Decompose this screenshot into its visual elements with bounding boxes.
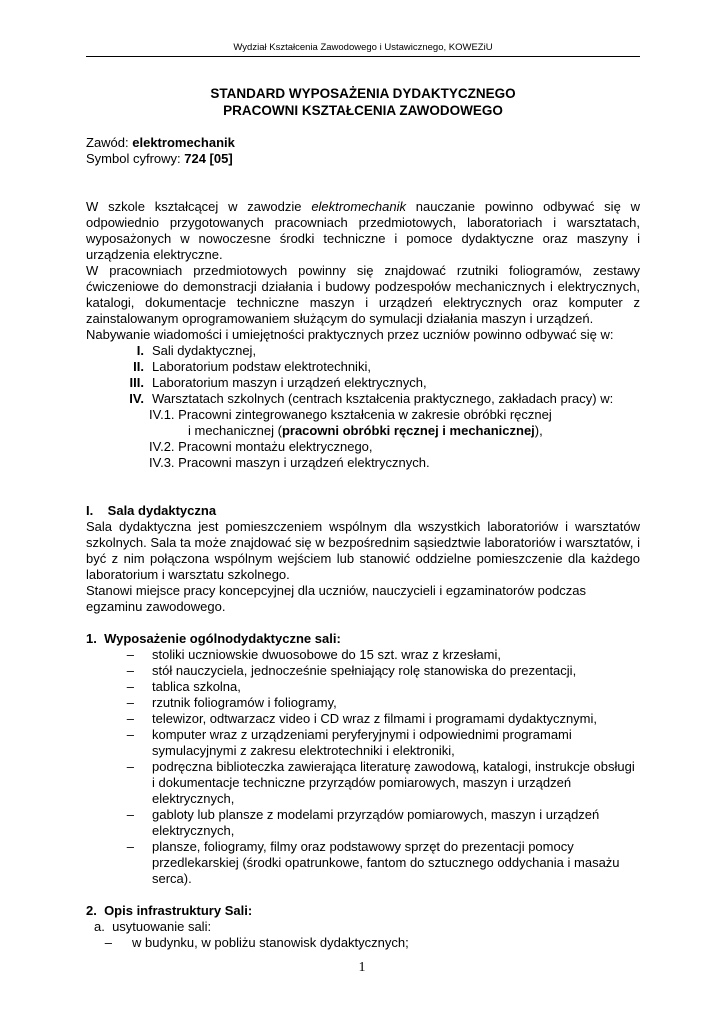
list-item: – w budynku, w pobliżu stanowisk dydaktycznych; — [104, 935, 409, 950]
list-item: – tablica szkolna, — [126, 679, 241, 694]
list-item: – stół nauczyciela, jednocześnie spełniający rolę stanowiska do prezentacji, — [126, 663, 577, 678]
symbol-line: Symbol cyfrowy: 724 [05] — [86, 151, 233, 166]
infrastructure-heading: 2. Opis infrastruktury Sali: — [86, 903, 253, 918]
infrastructure-sub-a: a. usytuowanie sali: — [94, 919, 212, 934]
list-item: – telewizor, odtwarzacz video i CD wraz z filmami i programami dydaktycznymi, — [126, 711, 598, 726]
list-item: – stoliki uczniowskie dwuosobowe do 15 szt. wraz z krzesłami, — [126, 647, 501, 662]
workshops-list — [86, 407, 640, 471]
list-item: – rzutnik foliogramów i foliogramy, — [126, 695, 337, 710]
workshop-item-3: IV.3. Pracowni maszyn i urządzeń elektrycznych. — [149, 455, 430, 470]
list-item: – gabloty lub plansze z modelami przyrządów pomiarowych, maszyn i urządzeń elektrycznych, — [126, 807, 600, 838]
intro-paragraph-1: W szkole kształcącej w zawodzie elektromechanik nauczanie powinno odbywać się w odpowiednio przygotowanych pracowniach przedmiotowych, laboratoriach i warsztatach, wyposażonych w nowoczesne środki techniczne i pomoce dydaktyczne oraz maszyny i urządzenia elektryczne. — [86, 199, 640, 262]
workshop-item-1: IV.1. Pracowni zintegrowanego kształcenia w zakresie obróbki ręcznej — [149, 407, 552, 422]
page-number: 1 — [358, 960, 366, 975]
list-item: I. Sali dydaktycznej, — [136, 343, 257, 358]
document-title — [86, 85, 640, 119]
places-list — [86, 343, 640, 407]
list-item: III. Laboratorium maszyn i urządzeń elektrycznych, — [129, 375, 427, 390]
profession-value: elektromechanik — [132, 135, 235, 150]
list-item: – komputer wraz z urządzeniami peryferyjnymi i odpowiednimi programami symulacyjnymi z zakresu elektrotechniki i elektroniki, — [126, 727, 572, 758]
running-header: Wydział Kształcenia Zawodowego i Ustawicznego, KOWEZiU — [233, 42, 493, 53]
workshop-item-2: IV.2. Pracowni montażu elektrycznego, — [149, 439, 373, 454]
list-item: – podręczna biblioteczka zawierająca literaturę zawodową, katalogi, instrukcje obsługi i dokumentacje techniczne przyrządów pomiarowych, maszyn i urządzeń elektrycznych, — [126, 759, 635, 806]
document-body — [86, 135, 640, 951]
header-rule — [86, 56, 640, 57]
title-line-2: PRACOWNI KSZTAŁCENIA ZAWODOWEGO — [223, 103, 503, 118]
list-item: IV. Warsztatach szkolnych (centrach kształcenia praktycznego, zakładach pracy) w: — [129, 391, 614, 406]
profession-line: Zawód: elektromechanik — [86, 135, 235, 150]
title-line-1: STANDARD WYPOSAŻENIA DYDAKTYCZNEGO — [210, 86, 516, 101]
section-1-paragraph-2: Stanowi miejsce pracy koncepcyjnej dla uczniów, nauczycieli i egzaminatorów podczas egzaminu zawodowego. — [86, 583, 587, 614]
list-item: – plansze, foliogramy, filmy oraz podstawowy sprzęt do prezentacji pomocy przedlekarskiej (środki opatrunkowe, fantom do sztucznego oddychania i masażu serca). — [126, 839, 620, 886]
intro-paragraph-3: Nabywanie wiadomości i umiejętności praktycznych przez uczniów powinno odbywać się w: — [86, 327, 614, 342]
symbol-value: 724 [05] — [184, 151, 233, 166]
list-item: II. Laboratorium podstaw elektrotechniki, — [133, 359, 371, 374]
section-1-heading: I. Sala dydaktyczna — [86, 503, 217, 518]
section-1-paragraph-1: Sala dydaktyczna jest pomieszczeniem wspólnym dla wszystkich laboratoriów i warsztatów szkolnych. Sala ta może znajdować się w bezpośrednim sąsiedztwie laboratoriów i warsztatów, i być z nim połączona wspólnym wejściem lub stanowić oddzielne pomieszczenie dla każdego laboratorium i warsztatu szkolnego. — [86, 519, 640, 582]
workshop-item-1-cont: i mechanicznej (pracowni obróbki ręcznej i mechanicznej), — [188, 423, 543, 438]
equipment-list — [86, 647, 640, 887]
intro-paragraph-2: W pracowniach przedmiotowych powinny się znajdować rzutniki foliogramów, zestawy ćwiczeniowe do demonstracji działania i budowy podzespołów mechanicznych i elektrycznych, katalogi, dokumentacje techniczne maszyn i urządzeń elektrycznych oraz komputer z zainstalowanym oprogramowaniem służącym do symulacji działania maszyn i urządzeń. — [86, 263, 640, 326]
equipment-heading: 1. Wyposażenie ogólnodydaktyczne sali: — [86, 631, 341, 646]
